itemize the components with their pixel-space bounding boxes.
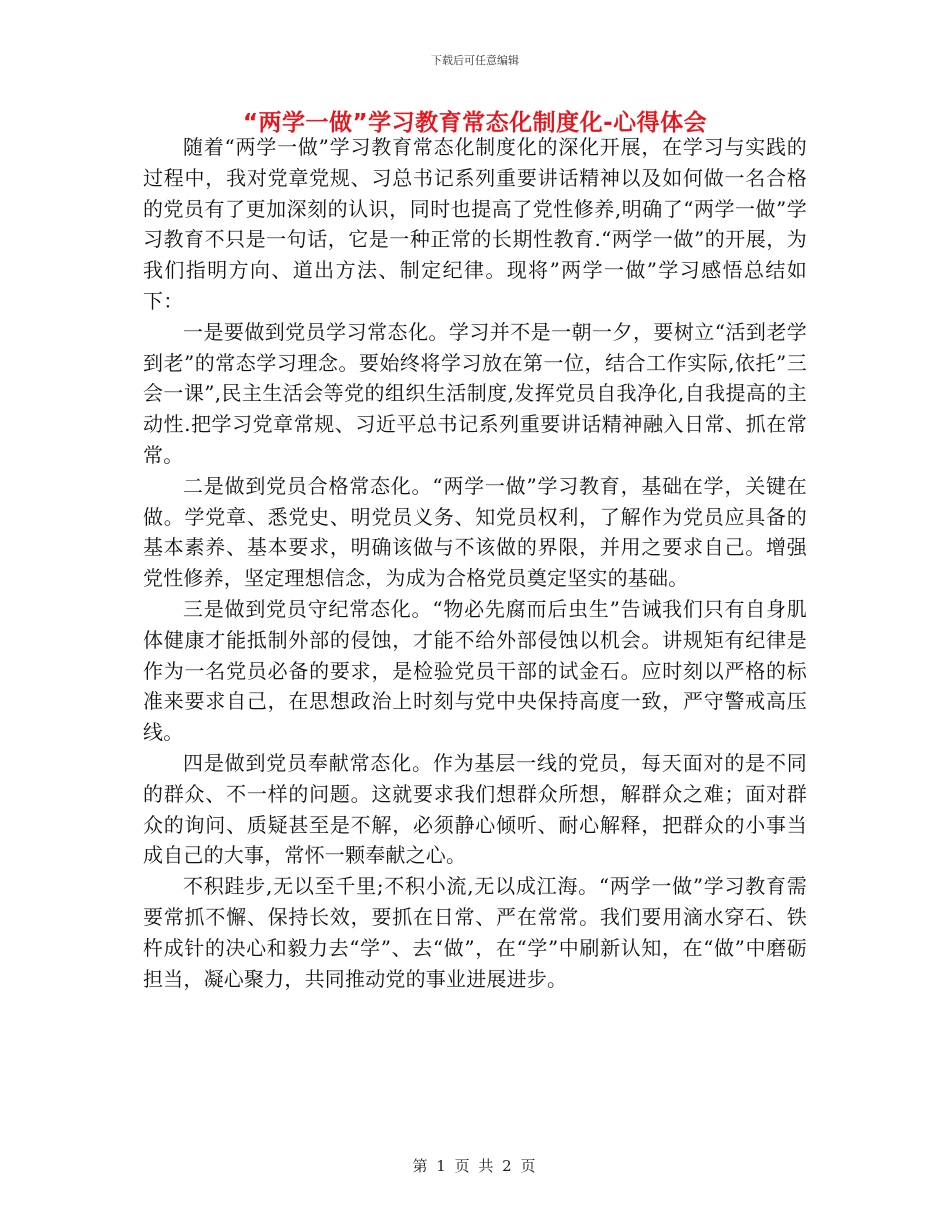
header-note: 下载后可任意编辑: [431, 54, 519, 67]
paragraph-point-two: 二是做到党员合格常态化。“两学一做”学习教育，基础在学，关键在做。学党章、悉党史、明党员义务、知党员权利，了解作为党员应具备的基本素养、基本要求，明确该做与不该做的界限，并用之要求自己。增强党性修养，坚定理想信念，为成为合格党员奠定坚实的基础。: [143, 473, 807, 591]
paragraph-point-three: 三是做到党员守纪常态化。“物必先腐而后虫生”告诫我们只有自身肌体健康才能抵制外部的侵蚀，才能不给外部侵蚀以机会。讲规矩有纪律是作为一名党员必备的要求，是检验党员干部的试金石。应时刻以严格的标准来要求自己，在思想政治上时刻与党中央保持高度一致，严守警戒高压线。: [143, 596, 807, 745]
document-title: “两学一做”学习教育常态化制度化-心得体会: [242, 110, 708, 136]
page-number: 第 1 页 共 2 页: [412, 1157, 538, 1175]
paragraph-intro: 随着“两学一做”学习教育常态化制度化的深化开展，在学习与实践的过程中，我对党章党规、习总书记系列重要讲话精神以及如何做一名合格的党员有了更加深刻的认识，同时也提高了党性修养,明确了“两学一做”学习教育不只是一句话，它是一种正常的长期性教育.“两学一做”的开展，为我们指明方向、道出方法、制定纪律。现将”两学一做”学习感悟总结如下：: [143, 135, 807, 313]
paragraph-conclusion: 不积跬步,无以至千里;不积小流,无以成江海。“两学一做”学习教育需要常抓不懈、保持长效，要抓在日常、严在常常。我们要用滴水穿石、铁杵成针的决心和毅力去“学”、去“做”，在“学”中刷新认知，在“做”中磨砺担当，凝心聚力，共同推动党的事业进展进步。: [143, 874, 807, 991]
document-body: [143, 132, 807, 994]
paragraph-point-one: 一是要做到党员学习常态化。学习并不是一朝一夕，要树立“活到老学到老”的常态学习理念。要始终将学习放在第一位，结合工作实际,依托”三会一课”,民主生活会等党的组织生活制度,发挥党员自我净化,自我提高的主动性.把学习党章常规、习近平总书记系列重要讲话精神融入日常、抓在常常。: [143, 319, 807, 467]
paragraph-point-four: 四是做到党员奉献常态化。作为基层一线的党员，每天面对的是不同的群众、不一样的问题。这就要求我们想群众所想，解群众之难；面对群众的询问、质疑甚至是不解，必须静心倾听、耐心解释，把群众的小事当成自己的大事，常怀一颗奉献之心。: [143, 750, 807, 868]
